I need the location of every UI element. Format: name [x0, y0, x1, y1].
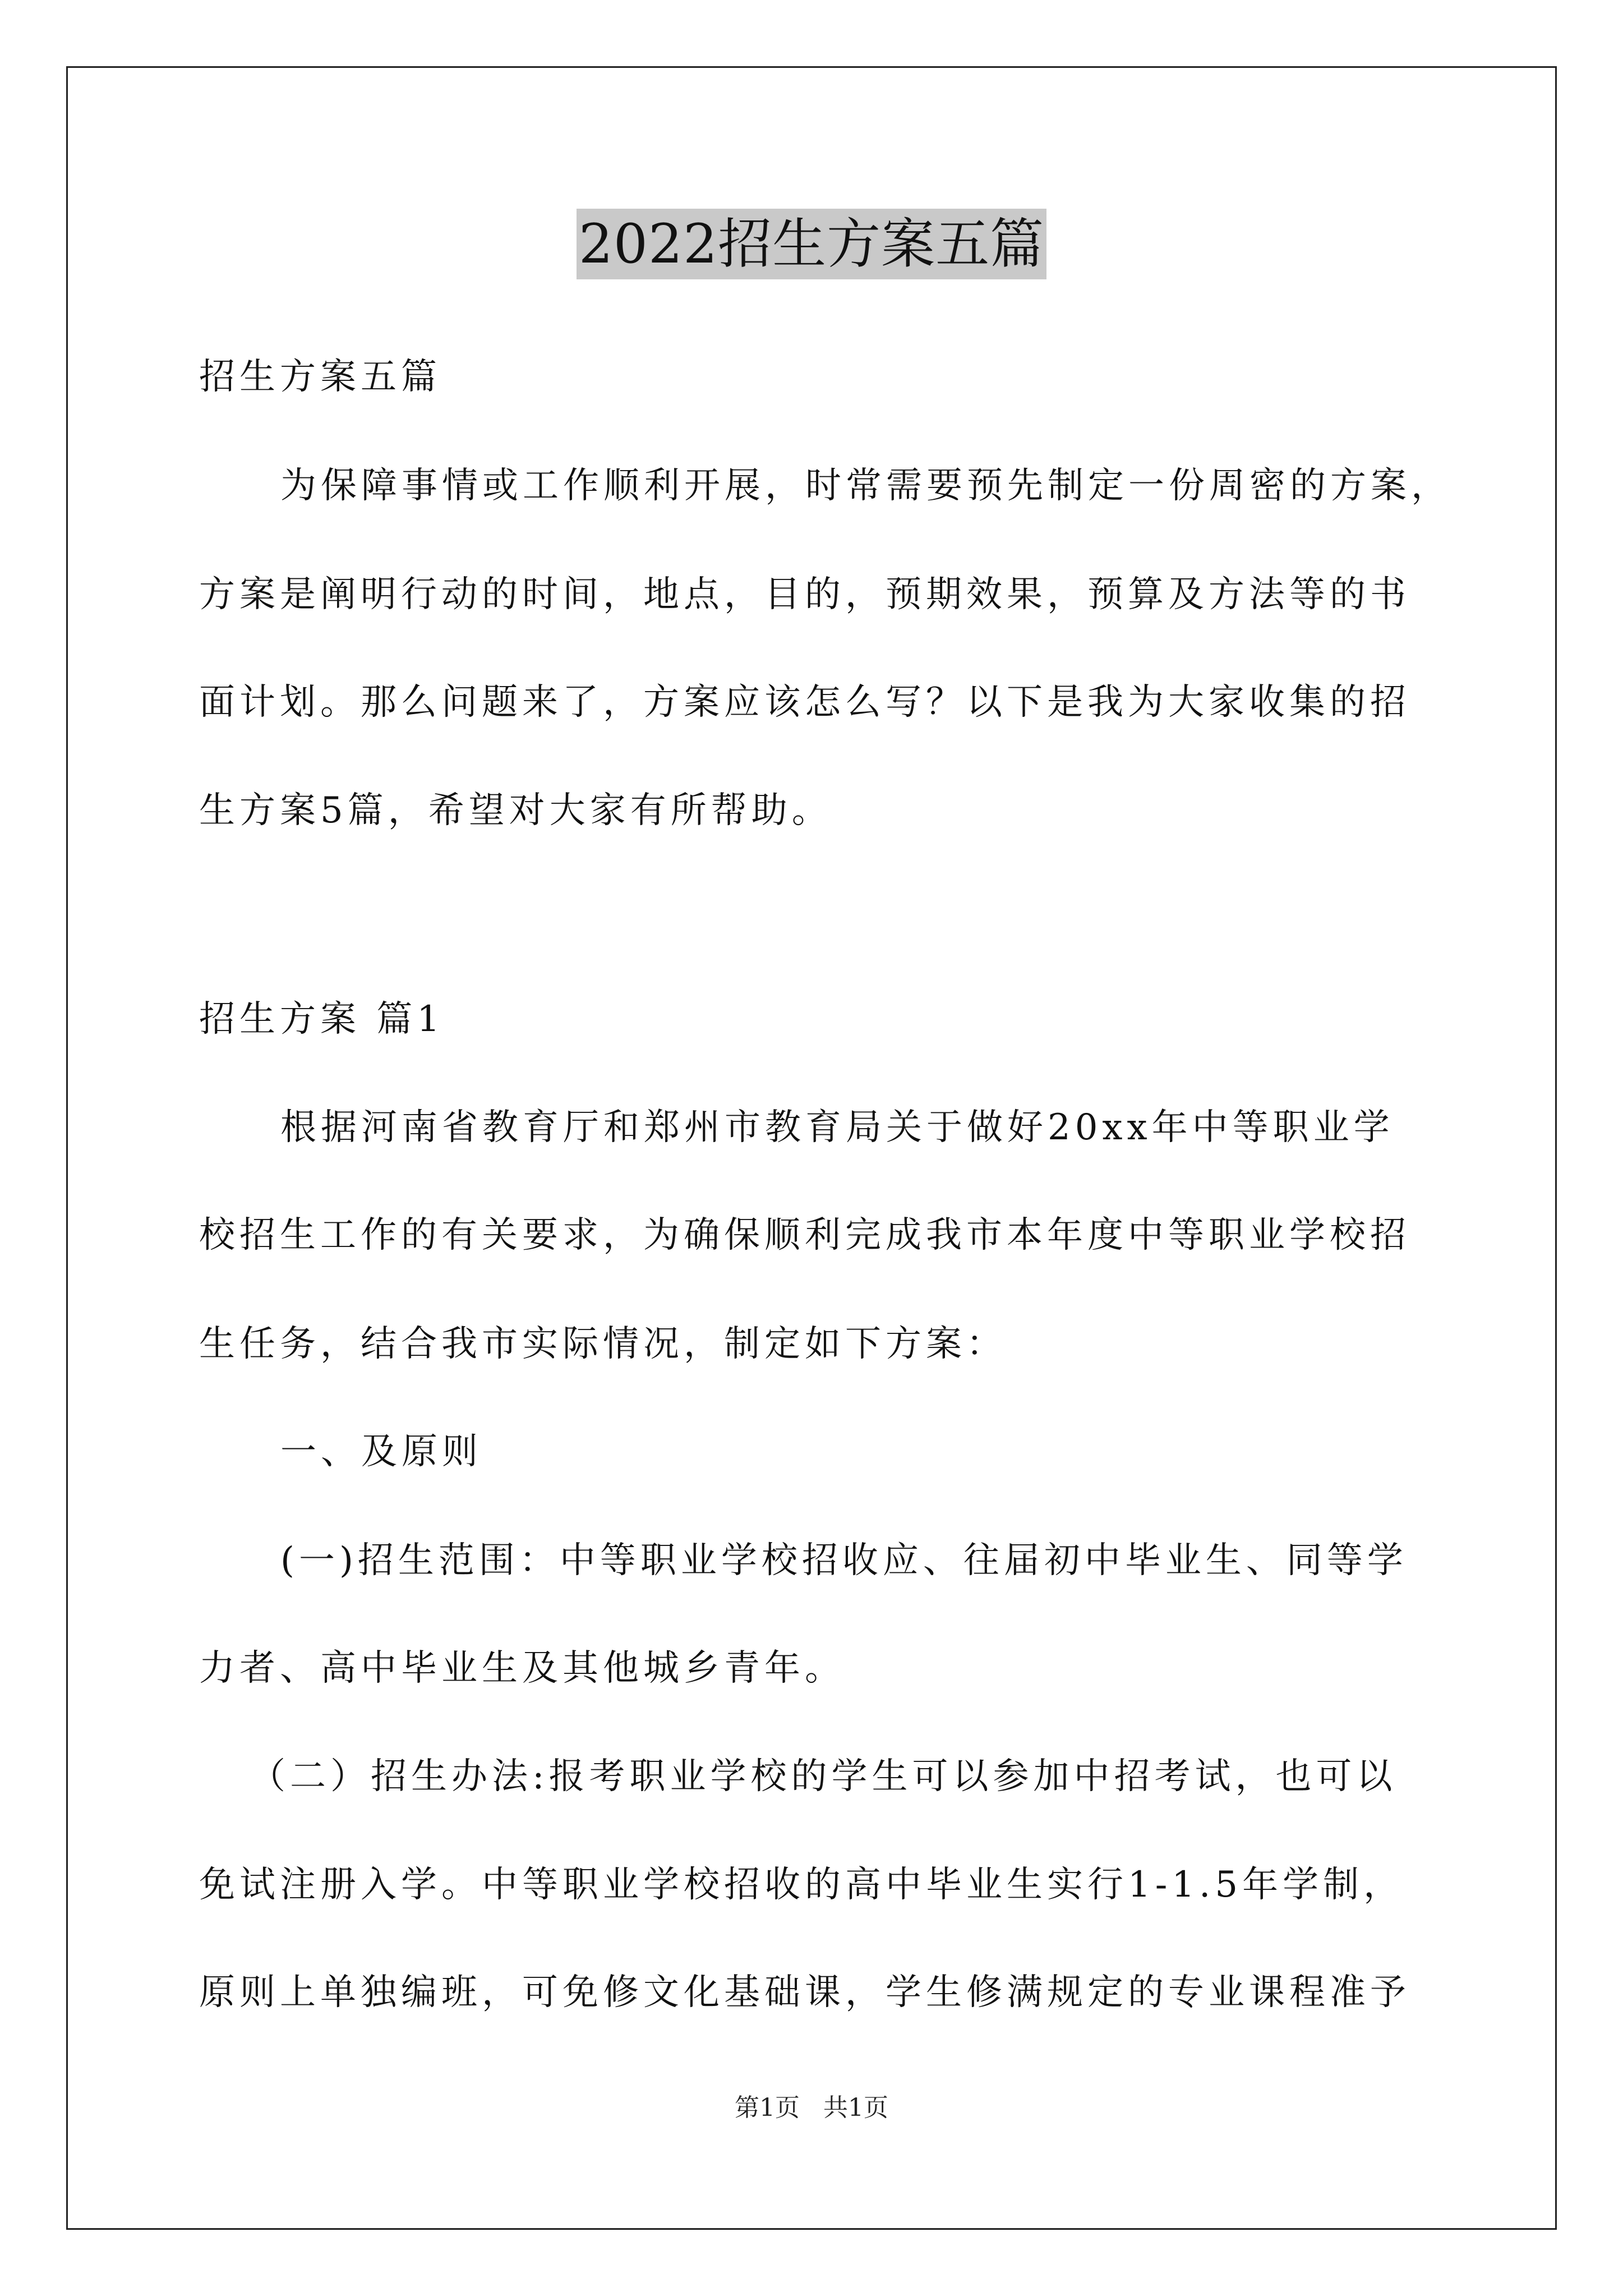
- paragraph-line: 生任务，结合我市实际情况，制定如下方案：: [199, 1323, 1007, 1365]
- paragraph-line: 力者、高中毕业生及其他城乡青年。: [199, 1648, 845, 1689]
- paragraph-line: 一、及原则: [280, 1431, 482, 1473]
- paragraph-line: 生方案5篇，希望对大家有所帮助。: [199, 790, 832, 831]
- section-heading: 招生方案 篇1: [199, 999, 445, 1040]
- section-heading: 招生方案五篇: [199, 356, 441, 398]
- document-title: 2022招生方案五篇: [577, 209, 1046, 279]
- paragraph-line: 根据河南省教育厅和郑州市教育局关于做好20xx年中等职业学: [280, 1107, 1394, 1148]
- page-footer: 第1页 共1页: [735, 2093, 888, 2122]
- paragraph-line: 面计划。那么问题来了，方案应该怎么写？以下是我为大家收集的招: [199, 682, 1410, 723]
- title-container: [0, 209, 1623, 279]
- paragraph-line: （二）招生办法:报考职业学校的学生可以参加中招考试，也可以: [250, 1756, 1397, 1797]
- paragraph-line: 方案是阐明行动的时间，地点，目的，预期效果，预算及方法等的书: [199, 574, 1410, 615]
- paragraph-line: 免试注册入学。中等职业学校招收的高中毕业生实行1-1.5年学制，: [199, 1864, 1404, 1906]
- paragraph-line: 为保障事情或工作顺利开展，时常需要预先制定一份周密的方案，: [280, 465, 1451, 507]
- paragraph-line: 原则上单独编班，可免修文化基础课，学生修满规定的专业课程准予: [199, 1972, 1410, 2013]
- paragraph-line: 校招生工作的有关要求，为确保顺利完成我市本年度中等职业学校招: [199, 1214, 1410, 1256]
- paragraph-line: (一)招生范围：中等职业学校招收应、往届初中毕业生、同等学: [280, 1540, 1408, 1581]
